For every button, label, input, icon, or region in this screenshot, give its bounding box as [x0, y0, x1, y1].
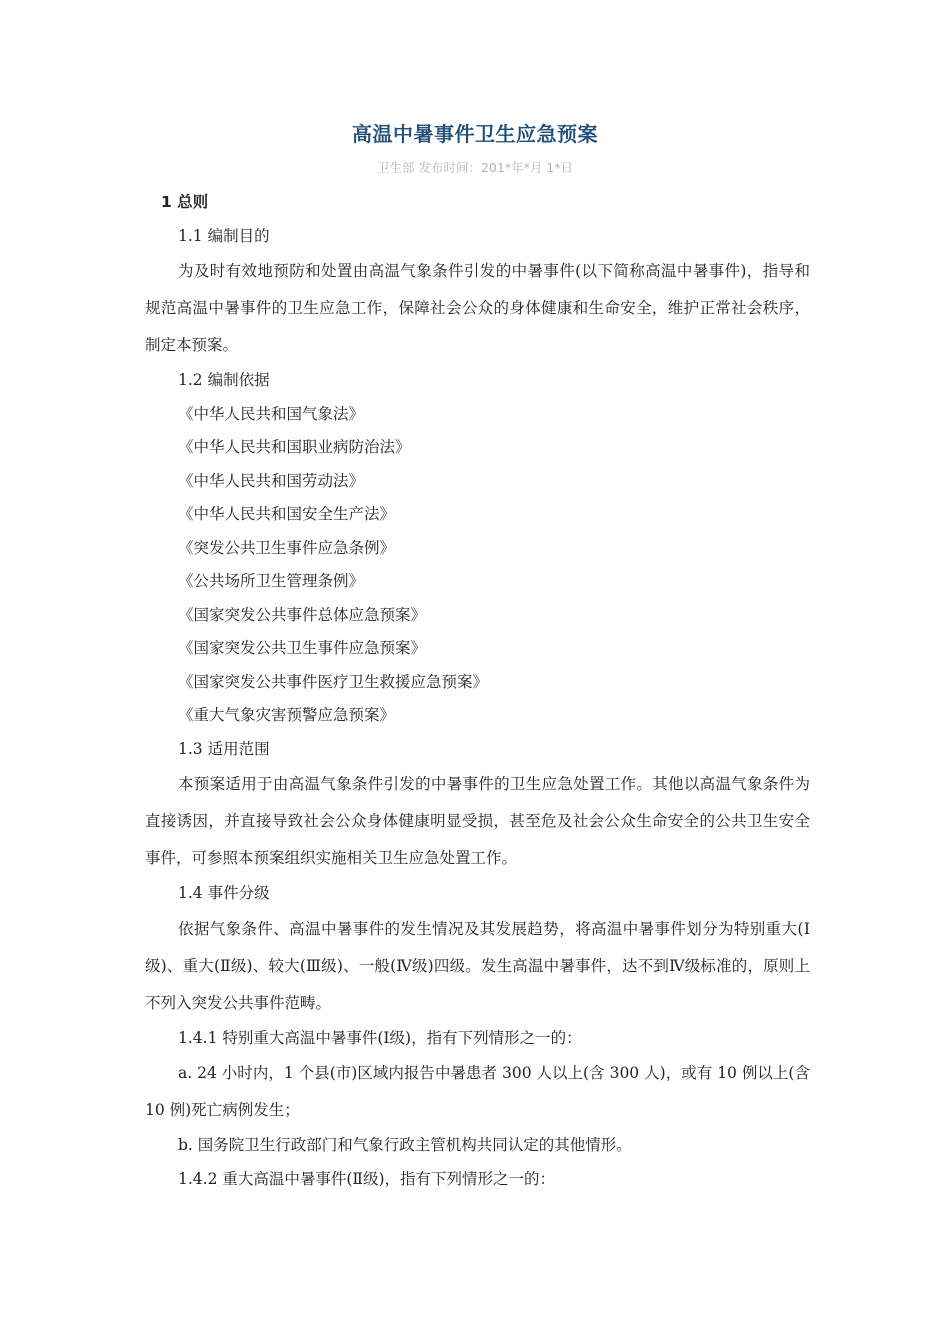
paragraph-purpose: 为及时有效地预防和处置由高温气象条件引发的中暑事件(以下简称高温中暑事件)，指导和规范高温中暑事件的卫生应急工作，保障社会公众的身体健康和生命安全，维护正常社会秩序，制定本预案。	[145, 262, 810, 354]
section-heading-1-4-1: 1.4.1 特别重大高温中暑事件(Ⅰ级)，指有下列情形之一的：	[178, 1028, 582, 1047]
section-heading-1-1: 1.1 编制目的	[178, 226, 270, 245]
reference-item: 《国家突发公共卫生事件应急预案》	[178, 639, 427, 657]
section-heading-1-2: 1.2 编制依据	[178, 371, 270, 389]
reference-item: 《中华人民共和国职业病防治法》	[178, 438, 411, 456]
document-title: 高温中暑事件卫生应急预案	[352, 122, 598, 146]
section-heading-1-3: 1.3 适用范围	[178, 739, 270, 758]
reference-item: 《重大气象灾害预警应急预案》	[178, 706, 396, 724]
paragraph-scope: 本预案适用于由高温气象条件引发的中暑事件的卫生应急处置工作。其他以高温气象条件为直接诱因，并直接导致社会公众身体健康明显受损，甚至危及社会公众生命安全的公共卫生安全事件，可参照本预案组织实施相关卫生应急处置工作。	[145, 775, 810, 867]
paragraph-grading: 依据气象条件、高温中暑事件的发生情况及其发展趋势，将高温中暑事件划分为特别重大(Ⅰ级)、重大(Ⅱ级)、较大(Ⅲ级)、一般(Ⅳ级)四级。发生高温中暑事件，达不到Ⅳ级标准的，原则上不列入突发公共事件范畴。	[145, 919, 810, 1012]
reference-item: 《中华人民共和国劳动法》	[178, 471, 365, 490]
document-body	[145, 186, 810, 1196]
reference-item: 《公共场所卫生管理条例》	[178, 572, 365, 590]
list-item-b: b. 国务院卫生行政部门和气象行政主管机构共同认定的其他情形。	[178, 1136, 632, 1154]
reference-list	[145, 398, 810, 733]
reference-item: 《中华人民共和国安全生产法》	[178, 505, 396, 523]
section-heading-1: 1 总则	[161, 193, 209, 211]
list-item-a: a. 24 小时内，1 个县(市)区域内报告中暑患者 300 人以上(含 300 人)，或有 10 例以上(含 10 例)死亡病例发生；	[145, 1064, 810, 1119]
publish-info: 卫生部 发布时间：201*年*月 1*日	[376, 160, 573, 175]
reference-item: 《国家突发公共事件总体应急预案》	[178, 605, 427, 624]
reference-item: 《国家突发公共事件医疗卫生救援应急预案》	[178, 672, 489, 691]
section-heading-1-4-2: 1.4.2 重大高温中暑事件(Ⅱ级)，指有下列情形之一的：	[178, 1169, 555, 1188]
section-heading-1-4: 1.4 事件分级	[178, 884, 270, 902]
reference-item: 《中华人民共和国气象法》	[178, 404, 365, 423]
reference-item: 《突发公共卫生事件应急条例》	[178, 538, 396, 557]
